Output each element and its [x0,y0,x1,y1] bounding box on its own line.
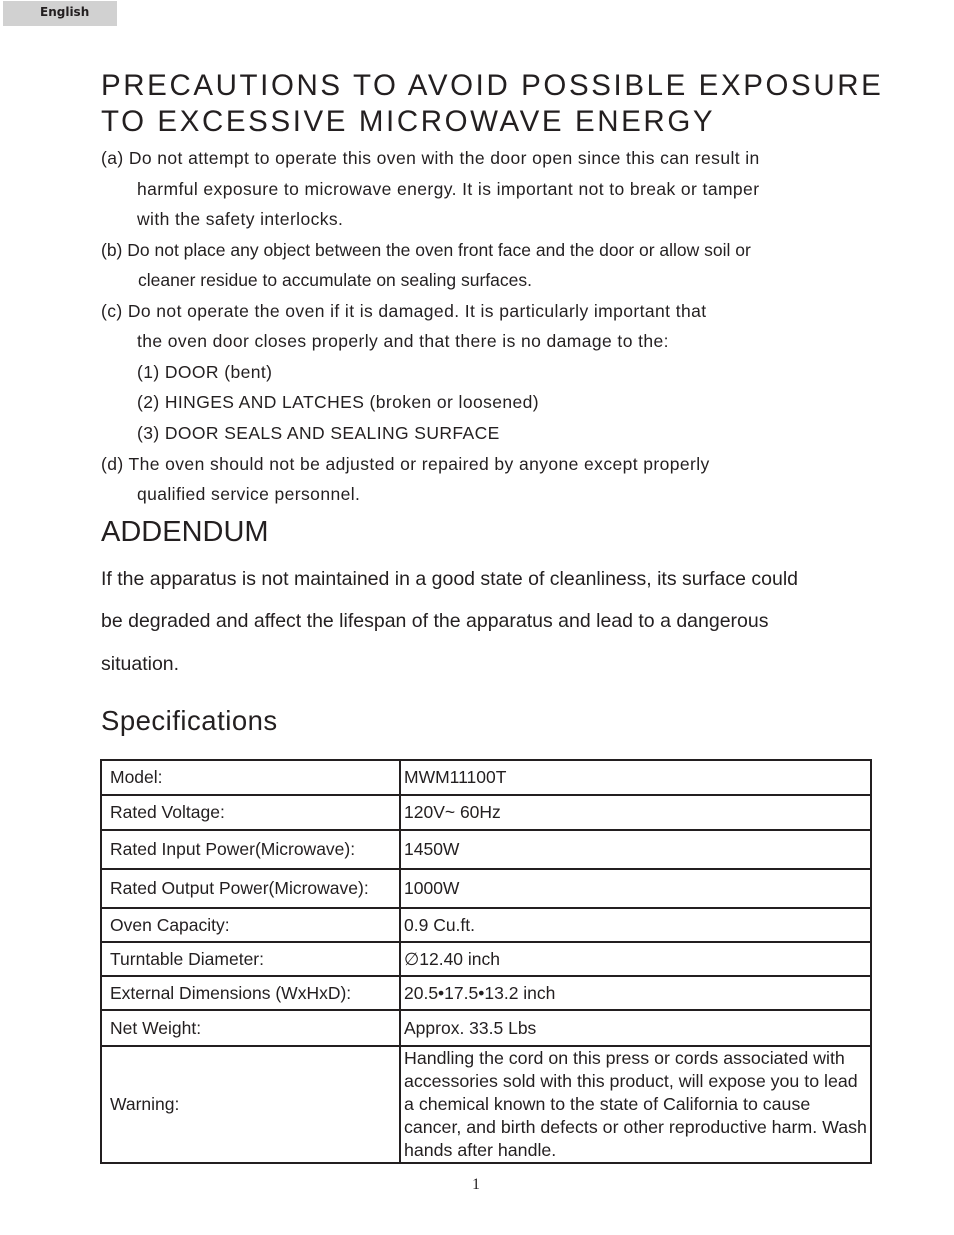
precaution-d-line1: (d) The oven should not be adjusted or repaired by anyone except properly [101,454,710,474]
precautions-title [101,68,883,140]
spec-label: Rated Input Power(Microwave): [101,830,400,869]
spec-value: ∅12.40 inch [400,942,871,976]
spec-label: Rated Voltage: [101,795,400,830]
addendum-line1: If the apparatus is not maintained in a good state of cleanliness, its surface could [101,568,799,590]
spec-value: Approx. 33.5 Lbs [400,1010,871,1046]
spec-value: MWM11100T [400,760,871,795]
precaution-c-item2: (2) HINGES AND LATCHES (broken or loosened) [137,392,540,412]
precaution-a-line1: (a) Do not attempt to operate this oven with the door open since this can result in [101,148,760,168]
spec-label: Model: [101,760,400,795]
spec-value: 120V~ 60Hz [400,795,871,830]
page-number: 1 [472,1176,480,1193]
precaution-a-line2: harmful exposure to microwave energy. It is important not to break or tamper [137,179,760,199]
precautions-title-line2: TO EXCESSIVE MICROWAVE ENERGY [101,105,716,138]
precaution-b-line1: (b) Do not place any object between the oven front face and the door or allow soil or [101,240,751,260]
precaution-b-line2: cleaner residue to accumulate on sealing surfaces. [138,270,532,290]
spec-row-turntable [101,942,871,976]
addendum-title: ADDENDUM [101,516,269,548]
spec-label: External Dimensions (WxHxD): [101,976,400,1010]
precaution-c-item3: (3) DOOR SEALS AND SEALING SURFACE [137,423,500,443]
precaution-c-line1: (c) Do not operate the oven if it is damaged. It is particularly important that [101,301,707,321]
spec-label: Warning: [101,1046,400,1163]
addendum-line2: be degraded and affect the lifespan of the apparatus and lead to a dangerous [101,610,769,632]
spec-row-weight [101,1010,871,1046]
specifications-table [100,759,872,1164]
precautions-title-line1: PRECAUTIONS TO AVOID POSSIBLE EXPOSURE [101,69,884,102]
precaution-a-line3: with the safety interlocks. [137,209,344,229]
spec-row-capacity [101,908,871,942]
precaution-d-line2: qualified service personnel. [137,484,361,504]
language-tab: English [3,1,117,26]
spec-row-model [101,760,871,795]
addendum-line3: situation. [101,653,180,675]
precaution-c-line2: the oven door closes properly and that there is no damage to the: [137,331,669,351]
spec-value: 1000W [400,869,871,908]
specifications-title: Specifications [101,705,278,736]
spec-row-output-power [101,869,871,908]
spec-label: Oven Capacity: [101,908,400,942]
spec-value: 20.5•17.5•13.2 inch [400,976,871,1010]
spec-row-dimensions [101,976,871,1010]
spec-row-warning [101,1046,871,1163]
spec-row-input-power [101,830,871,869]
precaution-c-item1: (1) DOOR (bent) [137,362,273,382]
spec-warning-text: Handling the cord on this press or cords associated with accessories sold with this product, will expose you to lead a chemical known to the state of California to cause cancer, and birth defects or other reproductive harm. Wash hands after handle. [400,1046,871,1163]
spec-label: Turntable Diameter: [101,942,400,976]
spec-value: 0.9 Cu.ft. [400,908,871,942]
spec-label: Rated Output Power(Microwave): [101,869,400,908]
spec-label: Net Weight: [101,1010,400,1046]
spec-value: 1450W [400,830,871,869]
spec-row-voltage [101,795,871,830]
